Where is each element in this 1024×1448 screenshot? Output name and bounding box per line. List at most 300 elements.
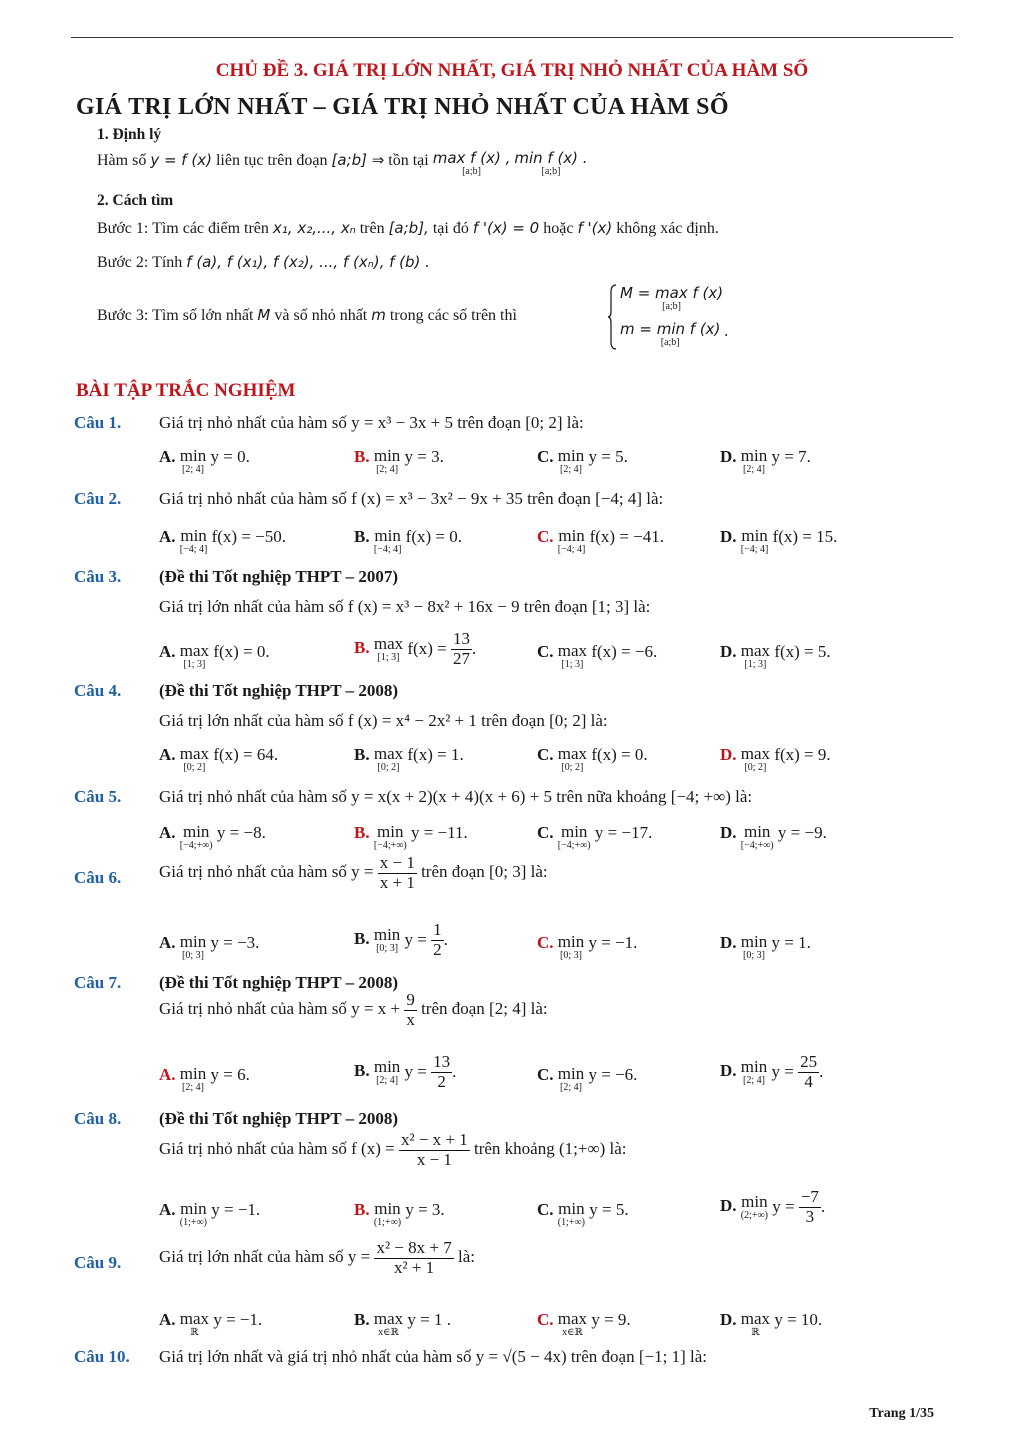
operator-subscript: [2; 4] xyxy=(182,464,204,475)
answer-option[interactable] xyxy=(720,642,831,670)
page-number: Trang 1/35 xyxy=(869,1406,934,1421)
answer-letter: A. xyxy=(159,447,180,466)
answer-letter: B. xyxy=(354,1061,374,1081)
answer-letter: D. xyxy=(720,745,741,764)
answer-letter: A. xyxy=(159,823,180,842)
min-operator xyxy=(741,447,767,475)
answer-letter: C. xyxy=(537,527,558,546)
chapter-title: CHỦ ĐỀ 3. GIÁ TRỊ LỚN NHẤT, GIÁ TRỊ NHỎ NHẤT CỦA HÀM SỐ xyxy=(215,60,809,81)
operator-text: max xyxy=(740,641,771,660)
answer-letter: A. xyxy=(159,1065,180,1084)
answer-option[interactable] xyxy=(537,745,648,773)
answer-option[interactable] xyxy=(354,745,464,773)
fraction xyxy=(451,630,472,668)
question-text-part: Giá trị nhỏ nhất của hàm số y = xyxy=(159,862,378,882)
operator-subscript: [2; 4] xyxy=(560,464,582,475)
operator-subscript: (2;+∞) xyxy=(740,1210,768,1222)
operator-text: min xyxy=(558,526,585,545)
question-text xyxy=(159,1239,475,1277)
answer-expression: f(x) = −6. xyxy=(587,642,658,661)
min-operator xyxy=(374,527,402,555)
operator-subscript: ℝ xyxy=(751,1327,760,1338)
operator-subscript: [2; 4] xyxy=(560,1082,582,1093)
operator-text: min xyxy=(743,822,771,841)
answer-letter: B. xyxy=(354,823,374,842)
min-operator: min f (x) . [a;b] xyxy=(514,149,588,177)
answer-letter: D. xyxy=(720,1061,741,1081)
answer-option[interactable] xyxy=(159,933,259,961)
operator-subscript: (1;+∞) xyxy=(179,1217,207,1228)
question-text xyxy=(159,854,548,892)
operator-subscript: (1;+∞) xyxy=(557,1217,585,1228)
min-operator xyxy=(741,527,769,555)
text: tồn tại xyxy=(388,152,429,169)
answer-tail: . xyxy=(819,1062,824,1082)
min-operator xyxy=(374,1058,400,1086)
answer-option[interactable] xyxy=(159,1065,250,1093)
answer-option[interactable] xyxy=(159,642,270,670)
answer-letter: C. xyxy=(537,823,558,842)
operator-subscript: [0; 2] xyxy=(377,762,400,773)
answer-letter: A. xyxy=(159,933,180,952)
answer-letter: A. xyxy=(159,527,180,546)
operator-subscript: [0; 3] xyxy=(560,950,582,961)
min-operator xyxy=(180,823,213,851)
answer-letter: B. xyxy=(354,1310,374,1329)
step-3: Bước 3: Tìm số lớn nhất M và số nhỏ nhất m trong các số trên thì xyxy=(97,306,517,324)
min-operator xyxy=(374,926,400,954)
fraction xyxy=(431,921,444,959)
answer-letter: A. xyxy=(159,1200,180,1219)
operator-subscript: x∈ℝ xyxy=(378,1327,399,1338)
min-operator xyxy=(558,933,584,961)
operator-subscript: (1;+∞) xyxy=(373,1217,402,1228)
max-operator xyxy=(558,1310,587,1338)
answer-expression: y = 9. xyxy=(587,1310,631,1329)
min-operator xyxy=(180,1200,207,1228)
answer-expression: y = 5. xyxy=(584,447,628,466)
operator-subscript: ℝ xyxy=(190,1327,199,1338)
min-operator xyxy=(180,1065,206,1093)
operator-text: min xyxy=(740,1057,768,1077)
operator-text: min xyxy=(373,1057,401,1077)
text: liên tục trên đoạn xyxy=(215,152,328,169)
operator-subscript: [−4; 4] xyxy=(740,544,769,555)
min-operator xyxy=(558,823,591,851)
answer-expression: f(x) = 9. xyxy=(770,745,831,764)
answer-letter: D. xyxy=(720,1310,741,1329)
answer-option[interactable] xyxy=(354,1053,456,1091)
question-text: Giá trị lớn nhất và giá trị nhỏ nhất của hàm số y = √(5 − 4x) trên đoạn [−1; 1] là: xyxy=(159,1347,707,1366)
question-text: Giá trị lớn nhất của hàm số f (x) = x⁴ − 2x² + 1 trên đoạn [0; 2] là: xyxy=(159,711,608,730)
operator-text: min xyxy=(740,446,768,465)
answer-letter: B. xyxy=(354,527,374,546)
answer-letter: C. xyxy=(537,1200,558,1219)
answer-tail: . xyxy=(820,1197,826,1217)
operator-text: min xyxy=(557,446,585,465)
fraction xyxy=(799,1188,821,1226)
answer-option[interactable] xyxy=(354,921,448,959)
question-label: Câu 2. xyxy=(74,489,122,508)
denominator: x² + 1 xyxy=(394,1257,435,1277)
operator-text: min xyxy=(741,526,768,545)
operator-subscript: [2; 4] xyxy=(743,464,765,475)
operator-subscript: [2; 4] xyxy=(376,464,399,475)
answer-expression: y = 1. xyxy=(767,933,811,952)
min-operator xyxy=(741,933,767,961)
denominator: 4 xyxy=(804,1071,813,1091)
min-operator xyxy=(180,527,208,555)
numerator: 1 xyxy=(433,920,442,939)
operator-subscript: [−4; 4] xyxy=(179,544,208,555)
fraction xyxy=(431,1053,452,1091)
answer-option[interactable] xyxy=(159,745,278,773)
theorem-line xyxy=(97,151,588,177)
answer-option[interactable] xyxy=(720,1188,825,1226)
min-operator xyxy=(741,823,774,851)
min-operator xyxy=(180,933,206,961)
operator-text: max xyxy=(557,1309,588,1328)
operator-subscript: [2; 4] xyxy=(376,1075,399,1087)
denominator: 27 xyxy=(452,648,470,668)
answer-expression: y = 3. xyxy=(401,1200,445,1219)
answer-expression: f(x) = 0. xyxy=(209,642,270,661)
answer-letter: C. xyxy=(537,447,558,466)
operator-subscript: [−4;+∞) xyxy=(740,840,774,851)
operator-subscript: [−4; 4] xyxy=(557,544,586,555)
answer-letter: D. xyxy=(720,642,741,661)
answer-option[interactable] xyxy=(720,823,827,851)
answer-option[interactable] xyxy=(537,642,657,670)
question-text-part: Giá trị nhỏ nhất của hàm số f (x) = xyxy=(159,1139,399,1159)
min-operator xyxy=(374,447,400,475)
answer-expression: f(x) = 64. xyxy=(209,745,279,764)
question-label: Câu 6. xyxy=(74,868,122,887)
answer-expression: y = 1 . xyxy=(403,1310,451,1329)
answer-letter: D. xyxy=(720,823,741,842)
answer-letter: C. xyxy=(537,933,558,952)
operator-subscript: [−4; 4] xyxy=(373,544,402,555)
answer-expression: y = 6. xyxy=(206,1065,250,1084)
answer-letter: B. xyxy=(354,638,374,658)
answer-option[interactable] xyxy=(720,527,837,555)
system-brace xyxy=(607,284,617,350)
numerator: 13 xyxy=(433,1052,451,1071)
operator-subscript: [1; 3] xyxy=(561,659,584,670)
numerator: x² − x + 1 xyxy=(400,1130,468,1149)
answer-tail: . xyxy=(471,639,477,659)
question-text-part: là: xyxy=(453,1247,475,1267)
question-source: (Đề thi Tốt nghiệp THPT – 2008) xyxy=(159,681,398,700)
max-operator xyxy=(180,745,209,773)
answer-expression: y = −1. xyxy=(209,1310,263,1329)
question-text: Giá trị nhỏ nhất của hàm số f (x) = x³ − 3x² − 9x + 35 trên đoạn [−4; 4] là: xyxy=(159,489,664,508)
denominator: 3 xyxy=(805,1206,815,1226)
answer-letter: C. xyxy=(537,1310,558,1329)
operator-subscript: [1; 3] xyxy=(377,652,400,664)
top-rule xyxy=(71,37,953,38)
answer-expression: y = −1. xyxy=(584,933,638,952)
answer-expression: y = −6. xyxy=(584,1065,638,1084)
answer-expression: f(x) = 5. xyxy=(770,642,831,661)
operator-subscript: [1; 3] xyxy=(183,659,206,670)
answer-option[interactable] xyxy=(354,527,462,555)
operator-text: min xyxy=(373,925,401,945)
denominator: 2 xyxy=(437,1071,446,1091)
fraction xyxy=(404,991,417,1029)
question-text-part: Giá trị lớn nhất của hàm số y = xyxy=(159,1247,375,1267)
answer-letter: B. xyxy=(354,447,374,466)
fraction xyxy=(374,1239,453,1277)
system-line-1: M = max f (x) [a;b] xyxy=(620,284,724,312)
min-operator xyxy=(741,1058,767,1086)
numerator: 13 xyxy=(452,629,470,648)
math: [a;b] ⇒ xyxy=(331,151,385,169)
operator-text: max xyxy=(179,1309,210,1328)
question-label: Câu 8. xyxy=(74,1109,122,1128)
max-operator xyxy=(741,745,770,773)
operator-text: max xyxy=(373,1309,404,1328)
operator-subscript: [−4;+∞) xyxy=(179,840,213,851)
answer-expression: y = 0. xyxy=(206,447,250,466)
max-operator xyxy=(741,1310,770,1338)
fraction xyxy=(378,854,417,892)
operator-subscript: [0; 2] xyxy=(183,762,206,773)
operator-subscript: [2; 4] xyxy=(182,1082,204,1093)
answer-expression: y = xyxy=(767,1062,799,1082)
min-operator xyxy=(558,447,584,475)
step-1: Bước 1: Tìm các điểm trên x₁, x₂,..., xₙ trên [a;b], tại đó f '(x) = 0 hoặc f '(x) không xác định. xyxy=(97,219,719,237)
answer-expression: f(x) = 15. xyxy=(768,527,838,546)
question-label: Câu 7. xyxy=(74,973,122,992)
question-label: Câu 5. xyxy=(74,787,122,806)
operator-subscript: [−4;+∞) xyxy=(373,840,407,851)
answer-letter: D. xyxy=(720,447,741,466)
question-label: Câu 4. xyxy=(74,681,122,700)
operator-text: min xyxy=(179,446,207,465)
answer-option[interactable] xyxy=(159,527,286,555)
operator-text: min xyxy=(557,932,585,951)
max-operator xyxy=(374,745,403,773)
operator-subscript: [1; 3] xyxy=(744,659,767,670)
operator-subscript: x∈ℝ xyxy=(562,1327,583,1338)
operator-text: min xyxy=(179,932,207,951)
answer-option[interactable] xyxy=(159,1200,260,1228)
answer-option[interactable] xyxy=(354,1310,451,1338)
answer-option[interactable] xyxy=(720,1053,823,1091)
operator-subscript: [0; 2] xyxy=(561,762,584,773)
question-text xyxy=(159,991,548,1029)
denominator: 2 xyxy=(433,939,442,959)
operator-subscript: [2; 4] xyxy=(743,1075,765,1087)
answer-option[interactable] xyxy=(159,823,266,851)
question-text-part: Giá trị nhỏ nhất của hàm số y = x + xyxy=(159,999,405,1019)
operator-text: max xyxy=(557,744,588,763)
max-operator xyxy=(741,642,770,670)
answer-expression: f(x) = 0. xyxy=(587,745,648,764)
answer-option[interactable] xyxy=(537,823,652,851)
question-label: Câu 9. xyxy=(74,1253,122,1272)
min-operator xyxy=(558,1200,585,1228)
operator-text: min xyxy=(741,1192,768,1212)
answer-expression: y = −8. xyxy=(212,823,266,842)
denominator: x xyxy=(406,1009,415,1029)
answer-option[interactable] xyxy=(354,1200,445,1228)
answer-letter: C. xyxy=(537,1065,558,1084)
answer-letter: D. xyxy=(720,527,741,546)
system-line-2: m = min f (x) [a;b] . xyxy=(620,320,730,348)
answer-expression: y = −11. xyxy=(406,823,468,842)
section-2-title: 2. Cách tìm xyxy=(97,192,174,209)
answer-option[interactable] xyxy=(537,1065,637,1093)
operator-text: max xyxy=(179,641,210,660)
question-label: Câu 10. xyxy=(74,1347,130,1366)
operator-text: max xyxy=(740,1309,771,1328)
answer-expression: f(x) = −50. xyxy=(207,527,287,546)
operator-text: min xyxy=(373,446,401,465)
question-label: Câu 3. xyxy=(74,567,122,586)
min-operator xyxy=(374,823,407,851)
max-operator xyxy=(558,745,587,773)
answer-expression: y = xyxy=(400,930,432,950)
operator-subscript: [0; 3] xyxy=(376,943,399,955)
max-operator: max f (x) , [a;b] xyxy=(432,149,511,177)
operator-text: min xyxy=(740,932,768,951)
question-source: (Đề thi Tốt nghiệp THPT – 2008) xyxy=(159,973,398,992)
fraction xyxy=(798,1053,819,1091)
operator-text: min xyxy=(180,1199,207,1218)
answer-expression: y = xyxy=(400,1062,432,1082)
question-text: Giá trị nhỏ nhất của hàm số y = x(x + 2)(x + 4)(x + 6) + 5 trên nữa khoảng [−4; +∞) là: xyxy=(159,787,753,806)
section-1-title: 1. Định lý xyxy=(97,126,162,143)
numerator: 25 xyxy=(800,1052,818,1071)
operator-text: min xyxy=(558,1199,585,1218)
answer-expression: f(x) = 0. xyxy=(401,527,462,546)
text: Hàm số xyxy=(97,152,147,169)
page-title: GIÁ TRỊ LỚN NHẤT – GIÁ TRỊ NHỎ NHẤT CỦA HÀM SỐ xyxy=(76,94,729,120)
operator-text: max xyxy=(740,744,771,763)
answer-option[interactable] xyxy=(537,527,664,555)
answer-expression: y = −17. xyxy=(590,823,653,842)
answer-option[interactable] xyxy=(720,745,831,773)
min-operator xyxy=(180,447,206,475)
answer-letter: A. xyxy=(159,1310,180,1329)
answer-option[interactable] xyxy=(537,447,628,475)
answer-letter: A. xyxy=(159,642,180,661)
max-operator xyxy=(180,642,209,670)
denominator: x + 1 xyxy=(379,872,415,892)
min-operator xyxy=(374,1200,401,1228)
max-operator xyxy=(558,642,587,670)
answer-option[interactable] xyxy=(159,1310,262,1338)
operator-text: min xyxy=(374,526,401,545)
answer-tail: . xyxy=(443,930,448,950)
answer-expression: f(x) = 1. xyxy=(403,745,464,764)
min-operator xyxy=(558,1065,584,1093)
answer-letter: D. xyxy=(720,933,741,952)
answer-expression: f(x) = xyxy=(403,639,451,659)
question-text xyxy=(159,1131,626,1169)
operator-subscript: [0; 2] xyxy=(744,762,767,773)
fraction xyxy=(399,1131,470,1169)
answer-letter: C. xyxy=(537,745,558,764)
answer-option[interactable] xyxy=(354,630,476,668)
answer-expression: y = 5. xyxy=(585,1200,629,1219)
question-text-part: trên đoạn [0; 3] là: xyxy=(416,862,548,882)
answer-option[interactable] xyxy=(354,823,468,851)
question-text-part: trên khoảng (1;+∞) là: xyxy=(469,1139,627,1159)
operator-text: min xyxy=(182,822,210,841)
question-source: (Đề thi Tốt nghiệp THPT – 2007) xyxy=(159,567,398,586)
numerator: x − 1 xyxy=(379,853,415,872)
question-text: Giá trị nhỏ nhất của hàm số y = x³ − 3x + 5 trên đoạn [0; 2] là: xyxy=(159,413,584,432)
question-text: Giá trị lớn nhất của hàm số f (x) = x³ − 8x² + 16x − 9 trên đoạn [1; 3] là: xyxy=(159,597,651,616)
operator-text: max xyxy=(373,634,404,654)
question-text-part: trên đoạn [2; 4] là: xyxy=(416,999,548,1019)
operator-text: min xyxy=(560,822,588,841)
answer-letter: D. xyxy=(720,1196,741,1216)
min-operator xyxy=(741,1193,768,1221)
operator-text: min xyxy=(180,526,207,545)
operator-subscript: [−4;+∞) xyxy=(557,840,591,851)
answer-expression: f(x) = −41. xyxy=(585,527,665,546)
numerator: 9 xyxy=(406,990,415,1009)
min-operator xyxy=(558,527,586,555)
answer-expression: y = 10. xyxy=(770,1310,823,1329)
answer-letter: A. xyxy=(159,745,180,764)
question-label: Câu 1. xyxy=(74,413,122,432)
operator-text: min xyxy=(179,1064,207,1083)
step-2: Bước 2: Tính f (a), f (x₁), f (x₂), ..., f (xₙ), f (b) . xyxy=(97,253,430,271)
answer-expression: y = 7. xyxy=(767,447,811,466)
question-source: (Đề thi Tốt nghiệp THPT – 2008) xyxy=(159,1109,398,1128)
math: y = f (x) xyxy=(150,151,212,169)
operator-text: min xyxy=(374,1199,401,1218)
answer-expression: y = −1. xyxy=(207,1200,261,1219)
operator-text: max xyxy=(373,744,404,763)
answer-option[interactable] xyxy=(354,447,444,475)
numerator: −7 xyxy=(800,1187,819,1206)
max-operator xyxy=(374,635,403,663)
answer-letter: C. xyxy=(537,642,558,661)
max-operator xyxy=(180,1310,209,1338)
answer-option[interactable] xyxy=(720,933,811,961)
answer-expression: y = xyxy=(768,1197,799,1217)
max-operator xyxy=(374,1310,403,1338)
operator-text: min xyxy=(557,1064,585,1083)
denominator: x − 1 xyxy=(416,1149,452,1169)
answer-tail: . xyxy=(452,1062,457,1082)
answer-letter: B. xyxy=(354,929,374,949)
answer-option[interactable] xyxy=(537,1200,629,1228)
answer-expression: y = −3. xyxy=(206,933,260,952)
operator-text: max xyxy=(557,641,588,660)
answer-letter: B. xyxy=(354,1200,374,1219)
operator-text: max xyxy=(179,744,210,763)
operator-text: min xyxy=(377,822,404,841)
answer-expression: y = −9. xyxy=(773,823,827,842)
exercise-section-title: BÀI TẬP TRẮC NGHIỆM xyxy=(76,380,296,401)
operator-subscript: [0; 3] xyxy=(182,950,204,961)
answer-expression: y = 3. xyxy=(400,447,444,466)
answer-option[interactable] xyxy=(720,1310,822,1338)
answer-option[interactable] xyxy=(159,447,250,475)
answer-option[interactable] xyxy=(720,447,811,475)
numerator: x² − 8x + 7 xyxy=(376,1238,452,1257)
operator-subscript: [0; 3] xyxy=(743,950,765,961)
answer-option[interactable] xyxy=(537,933,637,961)
answer-option[interactable] xyxy=(537,1310,631,1338)
